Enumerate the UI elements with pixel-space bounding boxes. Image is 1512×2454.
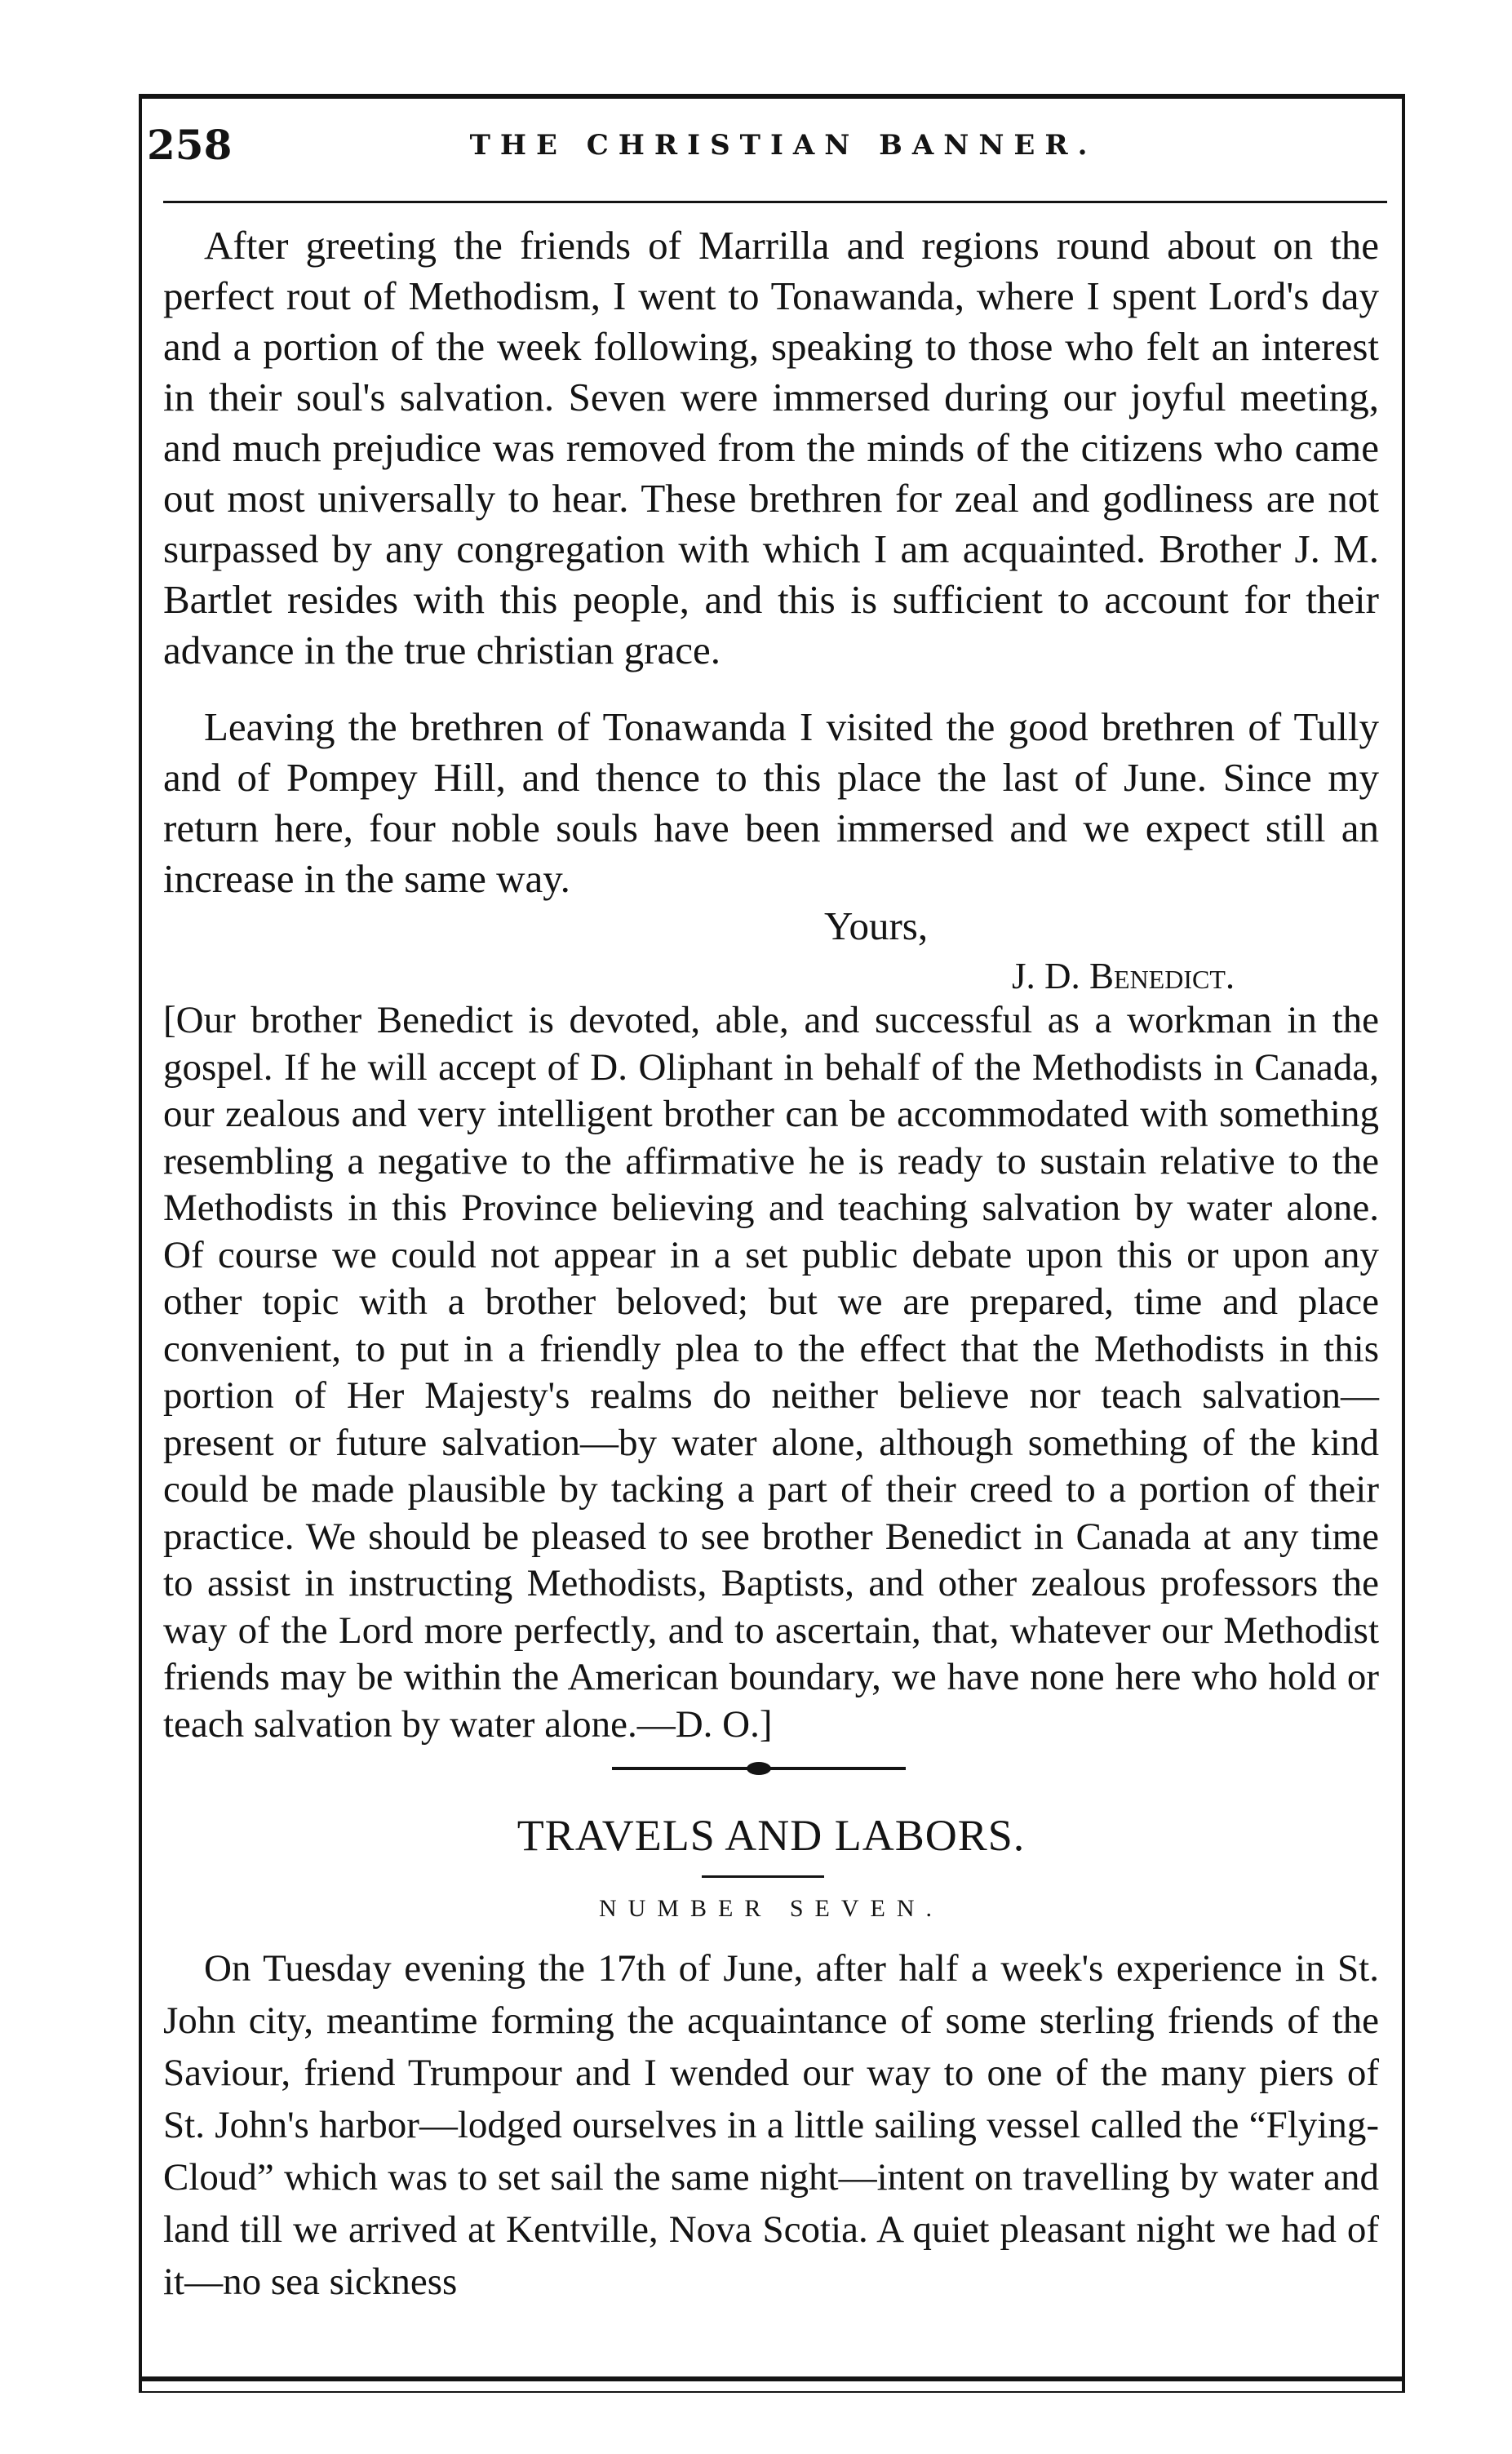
section-heading: TRAVELS AND LABORS. [517,1811,1026,1860]
page-number: 258 [147,121,233,169]
section-paragraph-1 [163,1942,1379,2308]
header-rule [163,201,1387,203]
page-border-right [1402,94,1405,2393]
page-border-bottom-inner [139,2391,1403,2393]
letter-paragraph-2-text: Leaving the brethren of Tonawanda I visited the good brethren of Tully and of Pompey Hill, and thence to this place the last of June. Since my return here, four noble souls have been immersed and we expect still an increase in the same way. [163,704,1379,901]
letter-paragraph-1 [163,220,1379,676]
section-divider-ornament [747,1762,771,1775]
heading-rule [702,1875,824,1878]
page-border-left [139,94,142,2393]
signature-initials: J. D. [1012,956,1080,996]
letter-signature [1012,955,1235,997]
letter-closing: Yours, [824,903,929,948]
page-border-bottom [139,2376,1403,2381]
section-number: NUMBER SEVEN. [598,1895,943,1922]
letter-paragraph-1-text: After greeting the friends of Marrilla and regions round about on the perfect rout of Methodism, I went to Tonawanda, where I spent Lord's day and a portion of the week following, speaking to those who felt an interest in their soul's salvation. Seven were immersed during our joyful meeting, and much prejudice was removed from the minds of the citizens who came out most universally to hear. These brethren for zeal and godliness are not surpassed by any congregation with which I am acquainted. Brother J. M. Bartlet resides with this people, and this is sufficient to account for their advance in the true christian grace. [163,223,1379,672]
editor-note-text: [Our brother Benedict is devoted, able, and successful as a workman in the gospel. If he will accept of D. Oliphant in behalf of the Methodists in Canada, our zealous and very intelligent brother can be accommodated with something resembling a negative to the affirmative he is ready to sustain relative to the Methodists in this Province believing and teaching salvation by water alone. Of course we could not appear in a set public debate upon this or upon any other topic with a brother beloved; but we are prepared, time and place convenient, to put in a friendly plea to the effect that the Methodists in this portion of Her Majesty's realms do neither believe nor teach salvation—present or future salvation—by water alone, although something of the kind could be made plausible by tacking a part of their creed to a portion of their practice. We should be pleased to see brother Benedict in Canada at any time to assist in instructing Methodists, Baptists, and other zealous professors the way of the Lord more perfectly, and to ascertain, that, whatever our Methodist friends may be within the American boundary, we have none here who hold or teach salvation by water alone.—D. O.] [163,999,1379,1746]
letter-paragraph-2 [163,702,1379,904]
page-border-top [139,94,1403,99]
editor-note [163,997,1379,1748]
running-head: THE CHRISTIAN BANNER. [469,129,1097,162]
signature-surname: Benedict. [1089,956,1235,996]
section-paragraph-1-text: On Tuesday evening the 17th of June, after half a week's experience in St. John city, meantime forming the acquaintance of some sterling friends of the Saviour, friend Trumpour and I wended our way to one of the many piers of St. John's harbor—lodged ourselves in a little sailing vessel called the “Flying-Cloud” which was to set sail the same night—intent on travelling by water and land till we arrived at Kentville, Nova Scotia. A quiet pleasant night we had of it—no sea sickness [163,1947,1379,2303]
